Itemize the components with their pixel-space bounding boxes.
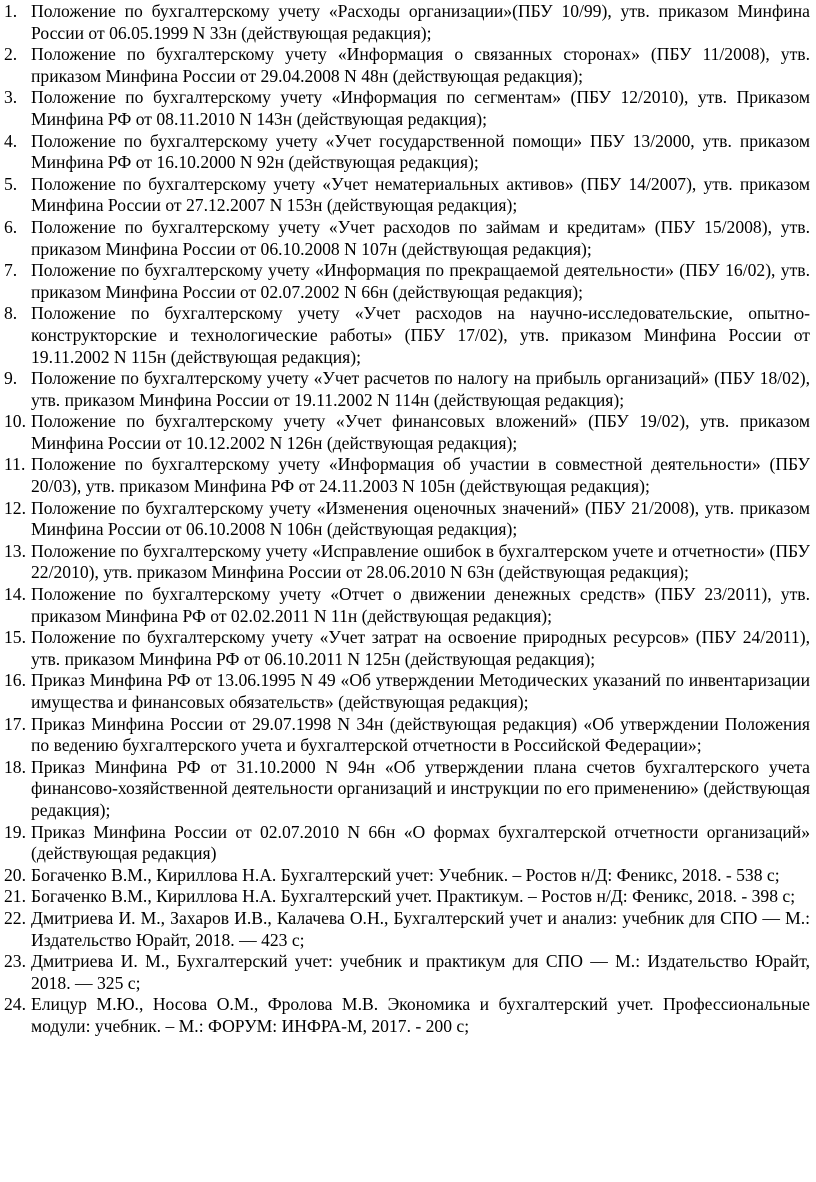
item-text: Положение по бухгалтерскому учету «Учет государственной помощи» ПБУ 13/2000, утв. приказом Минфина РФ от 16.10.2000 N 92н (действующая редакция); bbox=[31, 130, 810, 173]
item-text: Положение по бухгалтерскому учету «Информация по прекращаемой деятельности» (ПБУ 16/02), утв. приказом Минфина России от 02.07.2002 N 66н (действующая редакция); bbox=[31, 260, 810, 302]
list-item bbox=[4, 411, 810, 454]
list-item bbox=[4, 454, 810, 497]
list-item bbox=[4, 541, 810, 584]
list-item bbox=[4, 217, 810, 260]
list-item bbox=[4, 627, 810, 670]
item-number: 17. bbox=[4, 713, 26, 734]
item-number: 1. bbox=[4, 1, 18, 21]
item-text: Положение по бухгалтерскому учету «Учет затрат на освоение природных ресурсов» (ПБУ 24/2011), утв. приказом Минфина РФ от 06.10.2011 N 125н (действующая редакция); bbox=[31, 627, 810, 669]
list-item bbox=[4, 951, 810, 994]
item-text: Елицур М.Ю., Носова О.М., Фролова М.В. Экономика и бухгалтерский учет. Профессиональные модули: учебник. – М.: ФОРУМ: ИНФРА-М, 2017. - 200 с; bbox=[31, 994, 810, 1036]
list-item bbox=[4, 994, 810, 1037]
item-text: Дмитриева И. М., Бухгалтерский учет: учебник и практикум для СПО — М.: Издательство Юрайт, 2018. — 325 с; bbox=[31, 951, 810, 993]
item-text: Положение по бухгалтерскому учету «Информация по сегментам» (ПБУ 12/2010), утв. Приказом Минфина РФ от 08.11.2010 N 143н (действующая редакция); bbox=[31, 87, 810, 129]
list-item bbox=[4, 584, 810, 627]
item-text: Дмитриева И. М., Захаров И.В., Калачева О.Н., Бухгалтерский учет и анализ: учебник для СПО — М.: Издательство Юрайт, 2018. — 423 с; bbox=[31, 907, 810, 950]
item-text: Положение по бухгалтерскому учету «Отчет о движении денежных средств» (ПБУ 23/2011), утв. приказом Минфина РФ от 02.02.2011 N 11н (действующая редакция); bbox=[31, 584, 810, 626]
item-text: Приказ Минфина РФ от 31.10.2000 N 94н «Об утверждении плана счетов бухгалтерского учета финансово-хозяйственной деятельности организаций и инструкции по его применению» (действующая редакция); bbox=[31, 756, 810, 820]
item-text: Положение по бухгалтерскому учету «Расходы организации»(ПБУ 10/99), утв. приказом Минфина России от 06.05.1999 N 33н (действующая редакция); bbox=[31, 1, 810, 43]
reference-list bbox=[4, 1, 810, 1038]
item-number: 14. bbox=[4, 584, 26, 605]
item-text: Положение по бухгалтерскому учету «Учет финансовых вложений» (ПБУ 19/02), утв. приказом Минфина России от 10.12.2002 N 126н (действующая редакция); bbox=[31, 411, 810, 453]
list-item bbox=[4, 303, 810, 368]
item-text: Положение по бухгалтерскому учету «Изменения оценочных значений» (ПБУ 21/2008), утв. приказом Минфина России от 06.10.2008 N 106н (действующая редакция); bbox=[31, 497, 810, 540]
item-number: 21. bbox=[4, 886, 26, 907]
list-item bbox=[4, 757, 810, 822]
list-item bbox=[4, 908, 810, 951]
item-number: 13. bbox=[4, 540, 26, 561]
item-text: Положение по бухгалтерскому учету «Исправление ошибок в бухгалтерском учете и отчетности» (ПБУ 22/2010), утв. приказом Минфина России от 28.06.2010 N 63н (действующая редакция); bbox=[31, 540, 810, 583]
item-number: 9. bbox=[4, 368, 18, 389]
item-number: 3. bbox=[4, 87, 18, 108]
list-item bbox=[4, 174, 810, 217]
item-number: 24. bbox=[4, 994, 26, 1015]
item-number: 23. bbox=[4, 951, 26, 972]
list-item bbox=[4, 131, 810, 174]
list-item bbox=[4, 368, 810, 411]
item-text: Положение по бухгалтерскому учету «Учет расходов по займам и кредитам» (ПБУ 15/2008), утв. приказом Минфина России от 06.10.2008 N 107н (действующая редакция); bbox=[31, 216, 810, 259]
list-item bbox=[4, 87, 810, 130]
item-number: 7. bbox=[4, 260, 18, 281]
item-number: 15. bbox=[4, 627, 26, 648]
item-number: 5. bbox=[4, 173, 18, 194]
list-item bbox=[4, 714, 810, 757]
list-item bbox=[4, 44, 810, 87]
item-text: Положение по бухгалтерскому учету «Информация о связанных сторонах» (ПБУ 11/2008), утв. приказом Минфина России от 29.04.2008 N 48н (действующая редакция); bbox=[31, 44, 810, 86]
item-text: Приказ Минфина России от 02.07.2010 N 66н «О формах бухгалтерской отчетности организаций» (действующая редакция) bbox=[31, 821, 810, 864]
item-text: Положение по бухгалтерскому учету «Информация об участии в совместной деятельности» (ПБУ 20/03), утв. приказом Минфина РФ от 24.11.2003 N 105н (действующая редакция); bbox=[31, 454, 810, 497]
item-number: 22. bbox=[4, 907, 26, 928]
item-text: Богаченко В.М., Кириллова Н.А. Бухгалтерский учет. Практикум. – Ростов н/Д: Феникс, 2018. - 398 с; bbox=[31, 886, 796, 907]
item-number: 8. bbox=[4, 303, 18, 324]
item-number: 16. bbox=[4, 670, 26, 691]
item-number: 10. bbox=[4, 411, 26, 432]
item-text: Положение по бухгалтерскому учету «Учет расчетов по налогу на прибыль организаций» (ПБУ 18/02), утв. приказом Минфина России от 19.11.2002 N 114н (действующая редакция); bbox=[31, 368, 810, 410]
item-text: Приказ Минфина РФ от 13.06.1995 N 49 «Об утверждении Методических указаний по инвентаризации имущества и финансовых обязательств» (действующая редакция); bbox=[31, 670, 810, 712]
item-number: 11. bbox=[4, 454, 26, 475]
item-number: 20. bbox=[4, 864, 26, 885]
item-text: Положение по бухгалтерскому учету «Учет нематериальных активов» (ПБУ 14/2007), утв. приказом Минфина России от 27.12.2007 N 153н (действующая редакция); bbox=[31, 173, 810, 216]
item-number: 12. bbox=[4, 497, 26, 518]
item-text: Приказ Минфина России от 29.07.1998 N 34н (действующая редакция) «Об утверждении Положения по ведению бухгалтерского учета и бухгалтерской отчетности в Российской Федерации»; bbox=[31, 713, 810, 756]
list-item bbox=[4, 886, 810, 908]
list-item bbox=[4, 670, 810, 713]
item-number: 4. bbox=[4, 130, 18, 151]
item-number: 18. bbox=[4, 756, 26, 777]
list-item bbox=[4, 1, 810, 44]
item-number: 19. bbox=[4, 821, 26, 842]
item-text: Положение по бухгалтерскому учету «Учет расходов на научно-исследовательские, опытно-конструкторские и технологические работы» (ПБУ 17/02), утв. приказом Минфина России от 19.11.2002 N 115н (действующая редакция); bbox=[31, 303, 810, 367]
list-item bbox=[4, 865, 810, 887]
list-item bbox=[4, 498, 810, 541]
item-number: 6. bbox=[4, 216, 18, 237]
list-item bbox=[4, 260, 810, 303]
item-number: 2. bbox=[4, 44, 18, 65]
list-item bbox=[4, 822, 810, 865]
item-text: Богаченко В.М., Кириллова Н.А. Бухгалтерский учет: Учебник. – Ростов н/Д: Феникс, 2018. - 538 с; bbox=[31, 864, 780, 885]
